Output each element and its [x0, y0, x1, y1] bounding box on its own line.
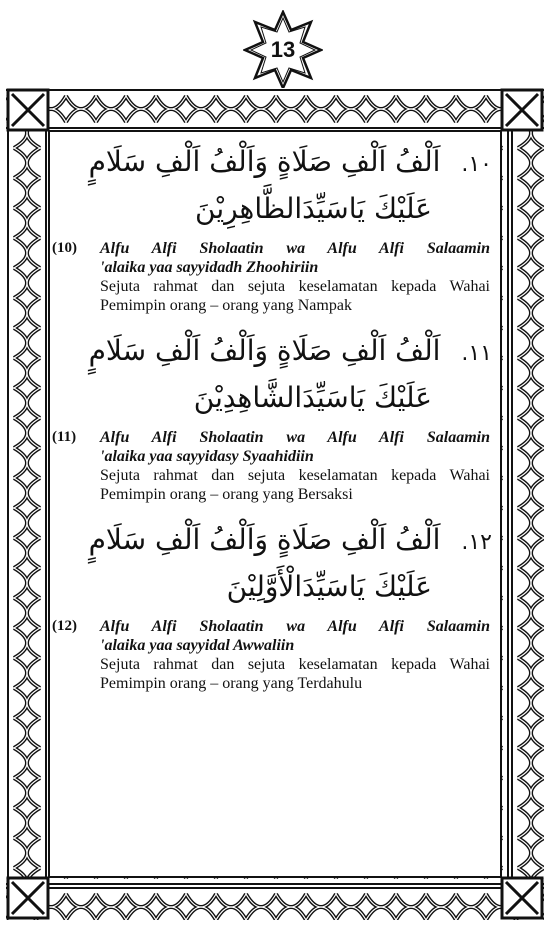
arabic-verse-number: ١٢. — [461, 530, 492, 555]
arabic-verse-12 — [52, 518, 492, 609]
page-number: 13 — [270, 37, 296, 62]
translation: Sejuta rahmat dan sejuta keselamatan kepada Wahai Pemimpin orang – orang yang Terdahulu — [100, 656, 490, 692]
arabic-line-2: عَلَيْكَ يَاسَيِّدَالْأَوَّلِيْنَ — [226, 570, 432, 603]
entry-10 — [52, 239, 496, 315]
entry-number: (12) — [52, 618, 77, 634]
transliteration-line-1: Alfu Alfi Sholaatin wa Alfu Alfi Salaamin — [100, 429, 490, 446]
arabic-verse-11 — [52, 329, 492, 420]
page-content — [52, 140, 496, 870]
entry-12 — [52, 617, 496, 693]
arabic-verse-number: ١١. — [461, 341, 492, 366]
arabic-line-2: عَلَيْكَ يَاسَيِّدَالشَّاهِدِيْنَ — [193, 381, 432, 414]
transliteration-line-2: 'alaika yaa sayyidal Awwaliin — [100, 637, 295, 654]
entry-11 — [52, 428, 496, 504]
entry-number: (11) — [52, 429, 77, 445]
arabic-line-1: اَلْفُ اَلْفِ صَلَاةٍ وَاَلْفُ اَلْفِ سَلَامٍ — [88, 145, 441, 178]
arabic-line-2: عَلَيْكَ يَاسَيِّدَالظَّاهِرِيْنَ — [195, 192, 432, 225]
translation: Sejuta rahmat dan sejuta keselamatan kepada Wahai Pemimpin orang – orang yang Nampak — [100, 278, 490, 314]
entry-number: (10) — [52, 240, 77, 256]
arabic-line-1: اَلْفُ اَلْفِ صَلَاةٍ وَاَلْفُ اَلْفِ سَلَامٍ — [88, 523, 441, 556]
page-number-badge — [243, 10, 323, 90]
transliteration-line-1: Alfu Alfi Sholaatin wa Alfu Alfi Salaamin — [100, 618, 490, 635]
transliteration-line-1: Alfu Alfi Sholaatin wa Alfu Alfi Salaamin — [100, 240, 490, 257]
translation: Sejuta rahmat dan sejuta keselamatan kepada Wahai Pemimpin orang – orang yang Bersaksi — [100, 467, 490, 503]
arabic-verse-number: ١٠. — [461, 152, 492, 177]
arabic-verse-10 — [52, 140, 492, 231]
transliteration-line-2: 'alaika yaa sayyidadh Zhoohiriin — [100, 259, 319, 276]
arabic-line-1: اَلْفُ اَلْفِ صَلَاةٍ وَاَلْفُ اَلْفِ سَلَامٍ — [88, 334, 441, 367]
transliteration-line-2: 'alaika yaa sayyidasy Syaahidiin — [100, 448, 314, 465]
